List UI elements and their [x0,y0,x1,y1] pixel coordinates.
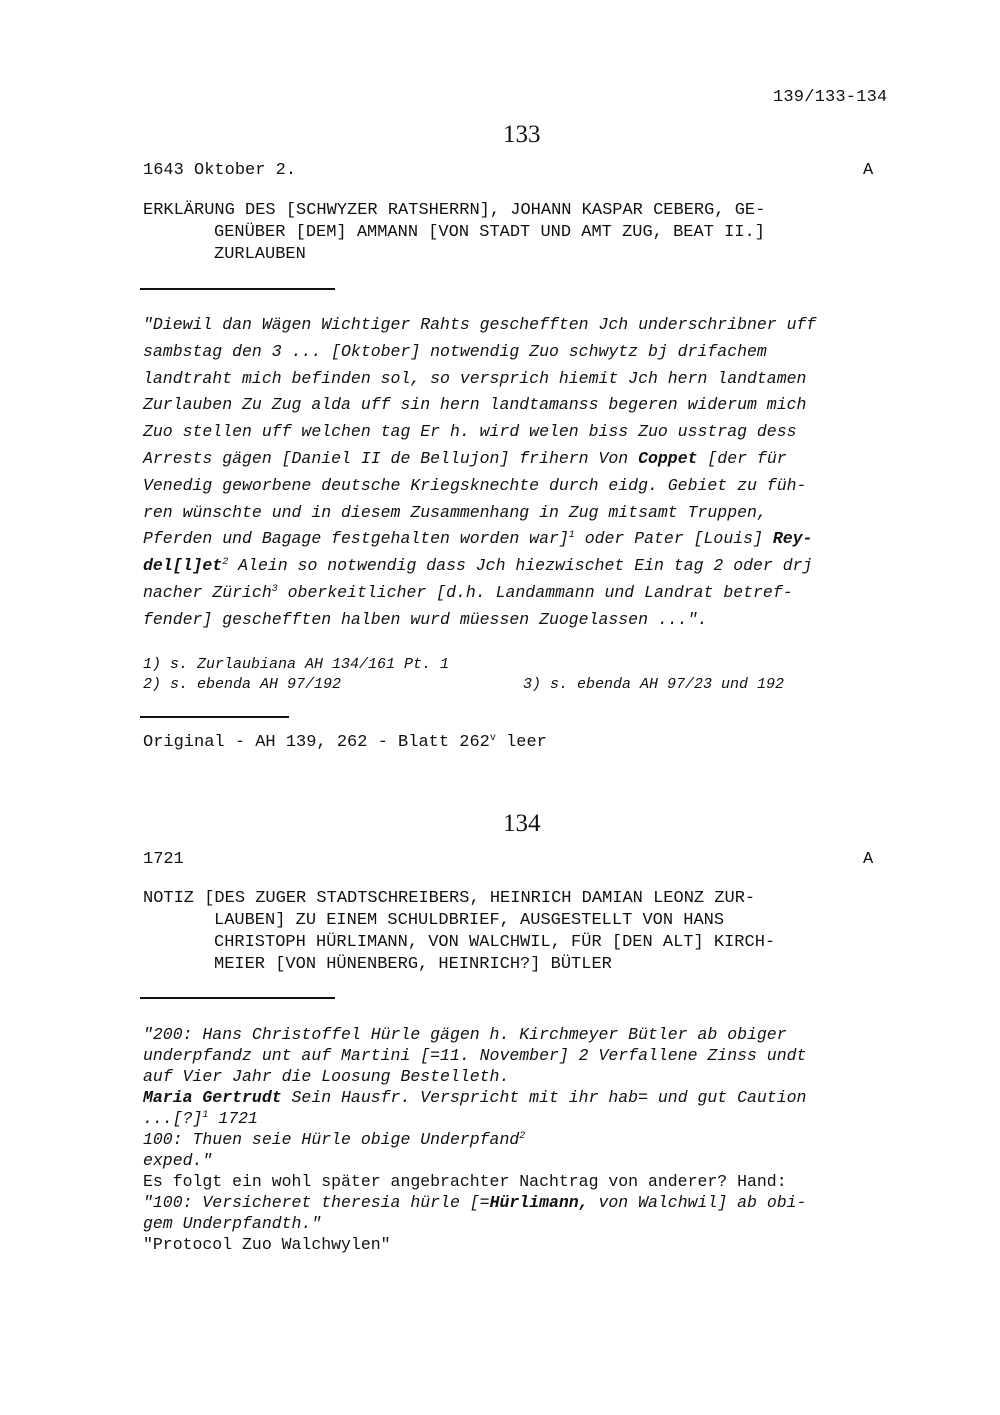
quote-text: 100: Thuen seie Hürle obige Underpfand [143,1130,520,1149]
quote-text: ...[?] [143,1109,203,1128]
quote-134-line: gem Underpfandth." [143,1214,322,1233]
quote-133-line [143,580,816,607]
quote-text: "100: Versicheret theresia hürle [= [143,1193,490,1212]
document-133-letter: A [863,161,874,180]
quote-name-reydellet: Rey- [772,529,813,549]
quote-134-line [143,1108,806,1129]
quote-133-line [143,553,816,580]
footnote-3: 3) s. ebenda AH 97/23 und 192 [523,676,785,693]
quote-133-line [143,526,816,553]
verso-marker: v [489,733,496,744]
title-divider-133 [140,288,335,290]
quote-133-line [143,446,816,473]
document-133-date: 1643 Oktober 2. [143,161,297,180]
quote-text: Arrests gägen [Daniel II de Bellujon] frihern Von [143,448,639,468]
quote-134-line [143,1087,806,1108]
original-source-133 [143,733,547,752]
quote-134-line [143,1129,806,1150]
quote-134 [143,1024,806,1255]
quote-name-maria-gertrudt: Maria Gertrudt [143,1088,282,1107]
document-number-134: 134 [503,810,541,837]
quote-text: oder Pater [Louis] [574,529,773,549]
quote-134-line: exped." [143,1151,213,1170]
quote-name-coppet: Coppet [638,448,698,468]
page-reference: 139/133-134 [773,88,888,107]
quote-134-line: "200: Hans Christoffel Hürle gägen h. Kirchmeyer Bütler ab obiger [143,1025,787,1044]
quote-134-line [143,1192,806,1213]
footnote-divider-133 [140,716,289,718]
document-number-133: 133 [503,121,541,148]
footnote-marker-2: 2 [519,1131,526,1142]
footnote-marker-3: 3 [271,583,278,595]
protocol-line: "Protocol Zuo Walchwylen" [143,1235,391,1254]
quote-133-line: ren wünschte und in diesem Zusammenhang in Zug mitsamt Truppen, [143,502,767,522]
footnote-2: 2) s. ebenda AH 97/192 [143,676,342,693]
quote-133-line: Zurlauben Zu Zug alda uff sin hern landtamanss begeren widerum mich [143,395,807,415]
document-133-title-line-3: ZURLAUBEN [214,245,306,264]
quote-133 [143,312,816,634]
quote-text: von Walchwil] ab obi- [588,1193,807,1212]
document-134-title-line-4: MEIER [VON HÜNENBERG, HEINRICH?] BÜTLER [214,955,612,974]
quote-name-huerlimann: Hürlimann, [489,1193,589,1212]
editorial-note: Es folgt ein wohl später angebrachter Nachtrag von anderer? Hand: [143,1172,787,1191]
document-133-title-line-2: GENÜBER [DEM] AMMANN [VON STADT UND AMT ZUG, BEAT II.] [214,223,765,242]
document-134-letter: A [863,850,874,869]
quote-134-line: underpfandz unt auf Martini [=11. November] 2 Verfallene Zinss undt [143,1046,807,1065]
footnote-marker-2: 2 [222,557,229,569]
document-134-date: 1721 [143,850,184,869]
footnote-marker-1: 1 [568,530,575,542]
quote-text: Alein so notwendig dass Jch hiezwischet Ein tag 2 oder drj [228,556,813,576]
quote-133-line: Zuo stellen uff welchen tag Er h. wird welen biss Zuo usstrag dess [143,422,797,442]
quote-text: oberkeitlicher [d.h. Landammann und Landrat betref- [277,582,793,602]
document-134-title-line-1: NOTIZ [DES ZUGER STADTSCHREIBERS, HEINRICH DAMIAN LEONZ ZUR- [143,889,756,908]
document-134-title-line-3: CHRISTOPH HÜRLIMANN, VON WALCHWIL, FÜR [DEN ALT] KIRCH- [214,933,776,952]
document-133-title-line-1: ERKLÄRUNG DES [SCHWYZER RATSHERRN], JOHANN KASPAR CEBERG, GE- [143,201,766,220]
quote-text: Sein Hausfr. Verspricht mit ihr hab= und gut Caution [281,1088,807,1107]
quote-133-line: fender] geschefften halben wurd müessen Zuogelassen ...". [143,609,708,629]
title-divider-134 [140,997,335,999]
original-text: Original - AH 139, 262 - Blatt 262 [143,733,490,752]
quote-text: [der für [697,448,787,468]
quote-133-line: "Diewil dan Wägen Wichtiger Rahts geschefften Jch underschribner uff [143,315,817,334]
quote-text: 1721 [208,1109,258,1128]
quote-name-reydellet-cont: del[l]et [143,556,223,576]
original-text-after: leer [495,733,547,752]
footnote-marker-1: 1 [202,1110,209,1121]
quote-133-line: Venedig geworbene deutsche Kriegsknechte durch eidg. Gebiet zu füh- [143,475,807,495]
document-134-title-line-2: LAUBEN] ZU EINEM SCHULDBRIEF, AUSGESTELLT VON HANS [214,911,725,930]
quote-text: Pferden und Bagage festgehalten worden war] [143,529,569,549]
quote-text: nacher Zürich [143,582,272,602]
quote-133-line: sambstag den 3 ... [Oktober] notwendig Zuo schwytz bj drifachem [143,341,767,361]
footnote-1: 1) s. Zurlaubiana AH 134/161 Pt. 1 [143,656,450,673]
quote-133-line: landtraht mich befinden sol, so versprich hiemit Jch hern landtamen [143,368,807,388]
quote-134-line: auf Vier Jahr die Loosung Bestelleth. [143,1067,510,1086]
